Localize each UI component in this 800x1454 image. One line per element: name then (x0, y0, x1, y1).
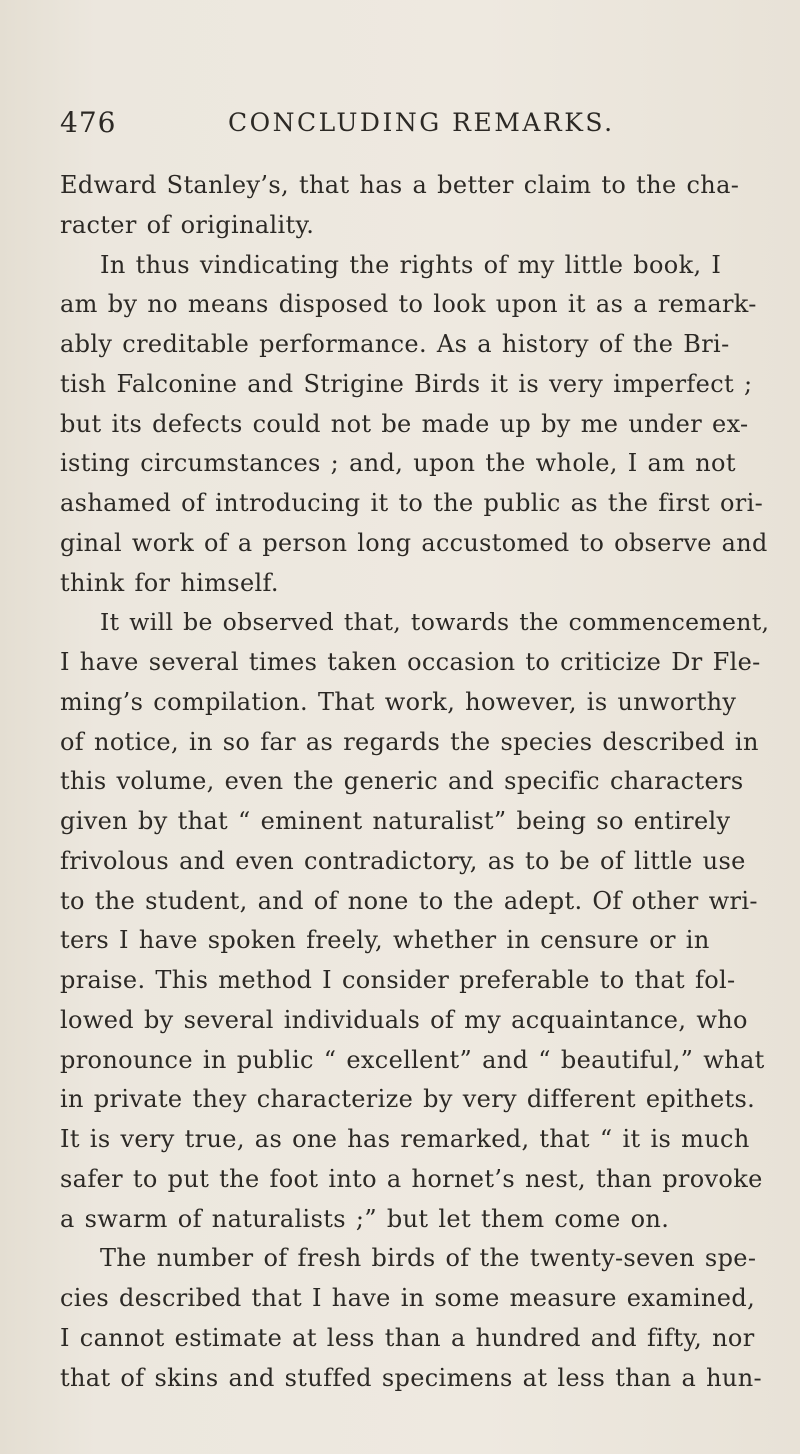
text-line: to the student, and of none to the adept. Of other wri- (60, 886, 758, 915)
text-line: this volume, even the generic and specific characters (60, 767, 744, 796)
text-line: ming’s compilation. That work, however, is unworthy (60, 687, 737, 716)
text-line: cies described that I have in some measure examined, (60, 1284, 756, 1312)
text-line: frivolous and even contradictory, as to be of little use (60, 846, 746, 875)
text-line: pronounce in public “ excellent” and “ beautiful,” what (60, 1045, 765, 1074)
text-line: that of skins and stuffed specimens at less than a hun- (60, 1363, 762, 1392)
text-line: I cannot estimate at less than a hundred and fifty, nor (60, 1323, 755, 1352)
text-line: a swarm of naturalists ;” but let them come on. (60, 1204, 670, 1233)
text-line: isting circumstances ; and, upon the whole, I am not (60, 449, 736, 478)
text-line: in private they characterize by very different epithets. (60, 1085, 756, 1114)
page-number: 476 (60, 106, 117, 139)
text-line: but its defects could not be made up by me under ex- (60, 409, 749, 438)
text-line: ters I have spoken freely, whether in censure or in (60, 926, 710, 955)
text-line: given by that “ eminent naturalist” being so entirely (60, 807, 731, 835)
text-line: praise. This method I consider preferable to that fol- (60, 966, 736, 994)
body-text (60, 166, 768, 1398)
text-line: safer to put the foot into a hornet’s nest, than provoke (60, 1164, 763, 1193)
text-line: am by no means disposed to look upon it as a remark- (60, 290, 757, 319)
text-line: ably creditable performance. As a history of the Bri- (60, 330, 730, 358)
running-head (60, 106, 760, 146)
text-line: ashamed of introducing it to the public as the first ori- (60, 489, 764, 517)
running-title: CONCLUDING REMARKS. (228, 108, 615, 137)
text-line: It will be observed that, towards the commencement, (100, 608, 770, 637)
text-line: tish Falconine and Strigine Birds it is very imperfect ; (60, 369, 753, 398)
text-line: ginal work of a person long accustomed to observe and (60, 528, 768, 557)
text-line: It is very true, as one has remarked, that “ it is much (60, 1125, 750, 1153)
text-line: of notice, in so far as regards the species described in (60, 727, 759, 756)
text-line: Edward Stanley’s, that has a better claim to the cha- (60, 171, 740, 199)
text-line: lowed by several individuals of my acquaintance, who (60, 1005, 748, 1034)
text-line: The number of fresh birds of the twenty-seven spe- (100, 1244, 757, 1273)
text-line: think for himself. (60, 568, 279, 597)
text-line: In thus vindicating the rights of my little book, I (100, 250, 722, 279)
text-line: I have several times taken occasion to criticize Dr Fle- (60, 648, 761, 676)
text-line: racter of originality. (60, 210, 315, 239)
